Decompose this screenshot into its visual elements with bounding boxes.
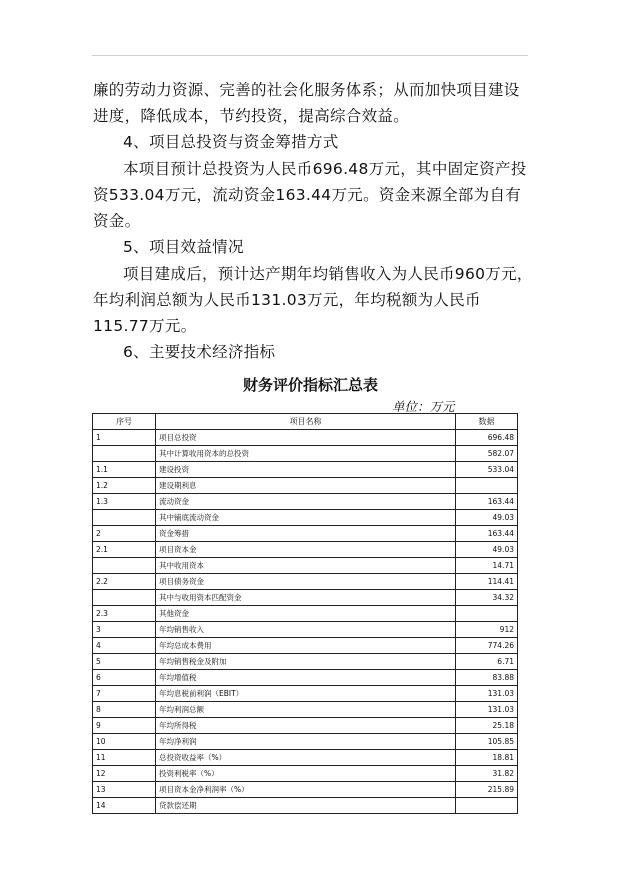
section-heading-benefit: 5、项目效益情况 (123, 238, 244, 256)
header-item-name: 项目名称 (156, 414, 456, 430)
row-item: 建设期利息 (156, 478, 456, 494)
row-item: 其中铺底流动资金 (156, 510, 456, 526)
row-item: 年均所得税 (156, 718, 456, 734)
row-item: 年均利润总额 (156, 702, 456, 718)
table-row (93, 718, 518, 734)
paragraph-line: 年均利润总额为人民币131.03万元，年均税额为人民币 (93, 291, 481, 309)
paragraph-line: 进度，降低成本，节约投资，提高综合效益。 (93, 107, 410, 125)
row-item: 年均销售收入 (156, 622, 456, 638)
row-index: 1.2 (93, 478, 156, 494)
row-value: 18.81 (456, 750, 518, 766)
row-value: 131.03 (456, 702, 518, 718)
row-item: 年均息税前利润（EBIT） (156, 686, 456, 702)
row-value: 774.26 (456, 638, 518, 654)
row-item: 投资利税率（%） (156, 766, 456, 782)
row-index: 6 (93, 670, 156, 686)
row-item: 流动资金 (156, 494, 456, 510)
row-value: 105.85 (456, 734, 518, 750)
table-row (93, 798, 518, 814)
row-index (93, 558, 156, 574)
header-value: 数据 (456, 414, 518, 430)
header-rule (92, 55, 528, 56)
table-unit: 单位：万元 (392, 399, 455, 414)
row-index: 11 (93, 750, 156, 766)
row-item: 年均销售税金及附加 (156, 654, 456, 670)
section-heading-investment: 4、项目总投资与资金筹措方式 (123, 133, 339, 151)
row-item: 年均增值税 (156, 670, 456, 686)
table-row (93, 766, 518, 782)
row-item: 总投资收益率（%） (156, 750, 456, 766)
row-item: 项目资本金净利润率（%） (156, 782, 456, 798)
row-index: 4 (93, 638, 156, 654)
table-row (93, 446, 518, 462)
row-index: 10 (93, 734, 156, 750)
row-item: 年均总成本费用 (156, 638, 456, 654)
table-row (93, 686, 518, 702)
row-value (456, 478, 518, 494)
row-item: 项目资本金 (156, 542, 456, 558)
row-value: 114.41 (456, 574, 518, 590)
table-row (93, 670, 518, 686)
row-value: 49.03 (456, 542, 518, 558)
row-value: 34.32 (456, 590, 518, 606)
table-row (93, 654, 518, 670)
table-row (93, 526, 518, 542)
row-item: 其中与收用资本匹配资金 (156, 590, 456, 606)
table-row (93, 638, 518, 654)
row-index: 12 (93, 766, 156, 782)
section-heading-indicators: 6、主要技术经济指标 (123, 343, 276, 361)
row-item: 其他资金 (156, 606, 456, 622)
table-row (93, 782, 518, 798)
row-item: 资金筹措 (156, 526, 456, 542)
paragraph-line: 资533.04万元，流动资金163.44万元。资金来源全部为自有 (93, 186, 522, 204)
row-index: 7 (93, 686, 156, 702)
table-row (93, 606, 518, 622)
paragraph-line: 115.77万元。 (93, 317, 197, 335)
table-row (93, 542, 518, 558)
row-index (93, 590, 156, 606)
table-title: 财务评价指标汇总表 (242, 376, 378, 394)
row-item: 年均净利润 (156, 734, 456, 750)
row-index: 1.3 (93, 494, 156, 510)
row-index: 2 (93, 526, 156, 542)
table-row (93, 462, 518, 478)
row-index: 8 (93, 702, 156, 718)
row-index: 13 (93, 782, 156, 798)
table-row (93, 734, 518, 750)
financial-indicators-table (92, 413, 518, 814)
row-index: 3 (93, 622, 156, 638)
table-row (93, 494, 518, 510)
row-index: 14 (93, 798, 156, 814)
row-value: 533.04 (456, 462, 518, 478)
row-item: 其中计算收用资本的总投资 (156, 446, 456, 462)
row-item: 其中收用资本 (156, 558, 456, 574)
table-row (93, 622, 518, 638)
row-item: 贷款偿还期 (156, 798, 456, 814)
row-value: 912 (456, 622, 518, 638)
table-row (93, 702, 518, 718)
row-value: 25.18 (456, 718, 518, 734)
row-value: 163.44 (456, 494, 518, 510)
row-index (93, 446, 156, 462)
paragraph-line: 资金。 (93, 212, 141, 230)
row-value (456, 606, 518, 622)
paragraph-line: 廉的劳动力资源、完善的社会化服务体系；从而加快项目建设 (93, 81, 520, 99)
table-row (93, 574, 518, 590)
table-header-row (93, 414, 518, 430)
row-index: 1.1 (93, 462, 156, 478)
row-index: 9 (93, 718, 156, 734)
row-value: 14.71 (456, 558, 518, 574)
table-row (93, 558, 518, 574)
row-value: 31.82 (456, 766, 518, 782)
row-index: 2.2 (93, 574, 156, 590)
row-value: 696.48 (456, 430, 518, 446)
header-index: 序号 (93, 414, 156, 430)
row-item: 项目债务资金 (156, 574, 456, 590)
paragraph-line: 本项目预计总投资为人民币696.48万元，其中固定资产投 (123, 160, 527, 178)
row-item: 建设投资 (156, 462, 456, 478)
row-value: 163.44 (456, 526, 518, 542)
row-value: 215.89 (456, 782, 518, 798)
table-row (93, 478, 518, 494)
row-index (93, 510, 156, 526)
row-value (456, 798, 518, 814)
table-row (93, 510, 518, 526)
row-index: 2.3 (93, 606, 156, 622)
row-value: 6.71 (456, 654, 518, 670)
paragraph-line: 项目建成后，预计达产期年均销售收入为人民币960万元， (123, 265, 533, 283)
row-value: 582.07 (456, 446, 518, 462)
row-value: 83.88 (456, 670, 518, 686)
table-row (93, 590, 518, 606)
row-value: 49.03 (456, 510, 518, 526)
row-index: 5 (93, 654, 156, 670)
row-index: 1 (93, 430, 156, 446)
row-value: 131.03 (456, 686, 518, 702)
row-item: 项目总投资 (156, 430, 456, 446)
table-row (93, 750, 518, 766)
table-row (93, 430, 518, 446)
row-index: 2.1 (93, 542, 156, 558)
